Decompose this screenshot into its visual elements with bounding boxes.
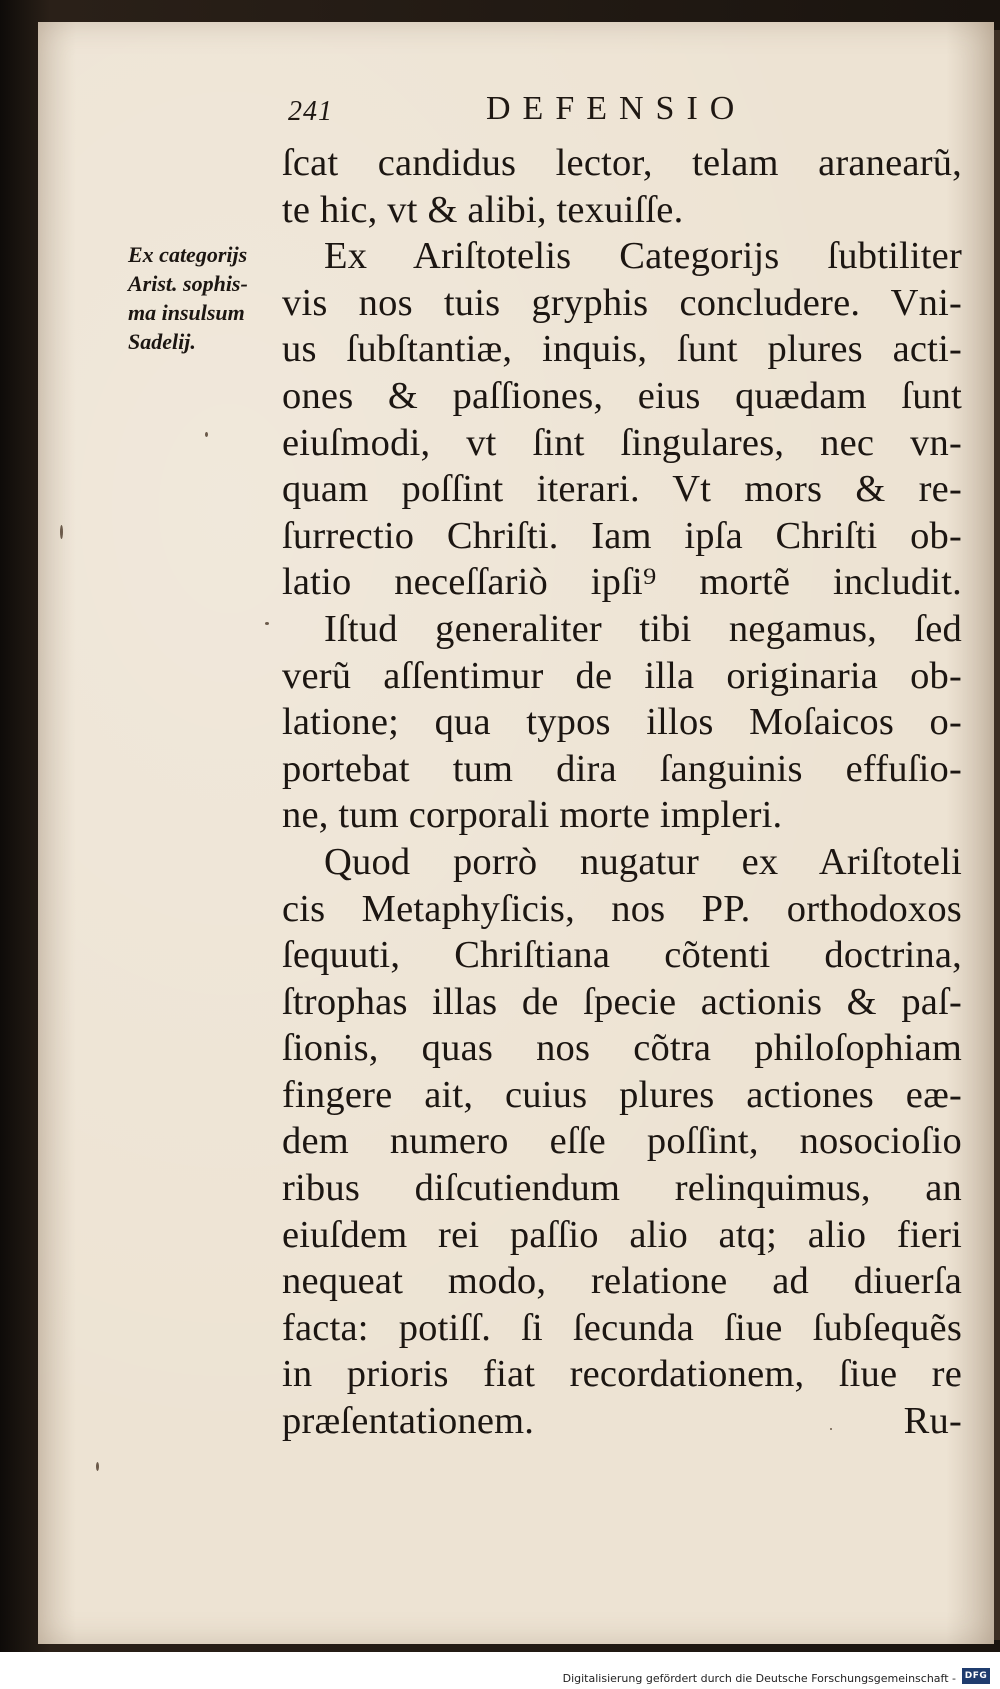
text-line: ribus diſcutiendum relinquimus, an [282, 1167, 962, 1210]
margin-note-line: Ex categorijs [128, 242, 248, 267]
paper-speck [830, 1428, 832, 1430]
text-line: ſurrectio Chriſti. Iam ipſa Chriſti ob- [282, 514, 962, 557]
paper-speck [265, 622, 269, 625]
page-header [288, 90, 888, 140]
text-line: ne, tum corporali morte impleri. [282, 794, 783, 837]
text-line: eiuſmodi, vt ſint ſingulares, nec vn- [282, 421, 962, 464]
text-line: ſequuti, Chriſtiana cõtenti doctrina, [282, 934, 962, 977]
text-line: latio neceſſariò ipſi⁹ mortẽ includit. [282, 561, 962, 604]
margin-note-line: Arist. sophis- [128, 271, 248, 296]
text-line: verũ aſſentimur de illa originaria ob- [282, 654, 962, 697]
text-line-end: præſentationem. [282, 1400, 535, 1443]
margin-note-line: ma insulsum [128, 300, 245, 325]
digitization-credit: Digitalisierung gefördert durch die Deutsche Forschungsgemeinschaft - [562, 1672, 956, 1685]
text-line: ſionis, quas nos cõtra philoſophiam [282, 1027, 962, 1070]
text-line: dem numero eſſe poſſint, nosocioſio [282, 1120, 962, 1163]
text-line: ones & paſſiones, eius quædam ſunt [282, 374, 962, 417]
text-line: facta: potiſſ. ſi ſecunda ſiue ſubſequẽs [282, 1306, 962, 1349]
text-line: latione; qua typos illos Moſaicos o- [282, 701, 962, 744]
text-line: te hic, vt & alibi, texuiſſe. [282, 188, 684, 231]
page-edge [994, 30, 1000, 1640]
text-line: portebat tum dira ſanguinis effuſio- [282, 747, 962, 790]
text-line: Iſtud generaliter tibi negamus, ſed [324, 607, 962, 650]
page-number: 241 [288, 96, 333, 127]
main-text [282, 140, 962, 1445]
text-line: vis nos tuis gryphis concludere. Vni- [282, 281, 962, 324]
paper-speck [60, 525, 63, 539]
text-line: nequeat modo, relatione ad diuerſa [282, 1260, 962, 1303]
text-line: us ſubſtantiæ, inquis, ſunt plures acti- [282, 328, 962, 371]
text-line: in prioris fiat recordationem, ſiue re [282, 1353, 962, 1396]
last-text-line [282, 1398, 962, 1445]
text-line: Ex Ariſtotelis Categorijs ſubtiliter [324, 235, 962, 278]
text-line: quam poſſint iterari. Vt mors & re- [282, 468, 962, 511]
margin-note-line: Sadelij. [128, 329, 196, 354]
text-line: cis Metaphyſicis, nos PP. orthodoxos [282, 887, 962, 930]
text-line: fingere ait, cuius plures actiones eæ- [282, 1073, 962, 1116]
text-line: Quod porrò nugatur ex Ariſtoteli [324, 840, 962, 883]
running-head: DEFENSIO [486, 90, 747, 127]
dfg-logo-icon: DFG [962, 1668, 990, 1684]
text-line: ſcat candidus lector, telam aranearũ, [282, 142, 962, 184]
text-line: ſtrophas illas de ſpecie actionis & paſ- [282, 980, 962, 1023]
paper-speck [96, 1462, 99, 1471]
text-line: eiuſdem rei paſſio alio atq; alio fieri [282, 1213, 962, 1256]
marginal-note [128, 240, 276, 356]
catchword: Ru- [903, 1400, 962, 1443]
paper-speck [205, 432, 208, 437]
